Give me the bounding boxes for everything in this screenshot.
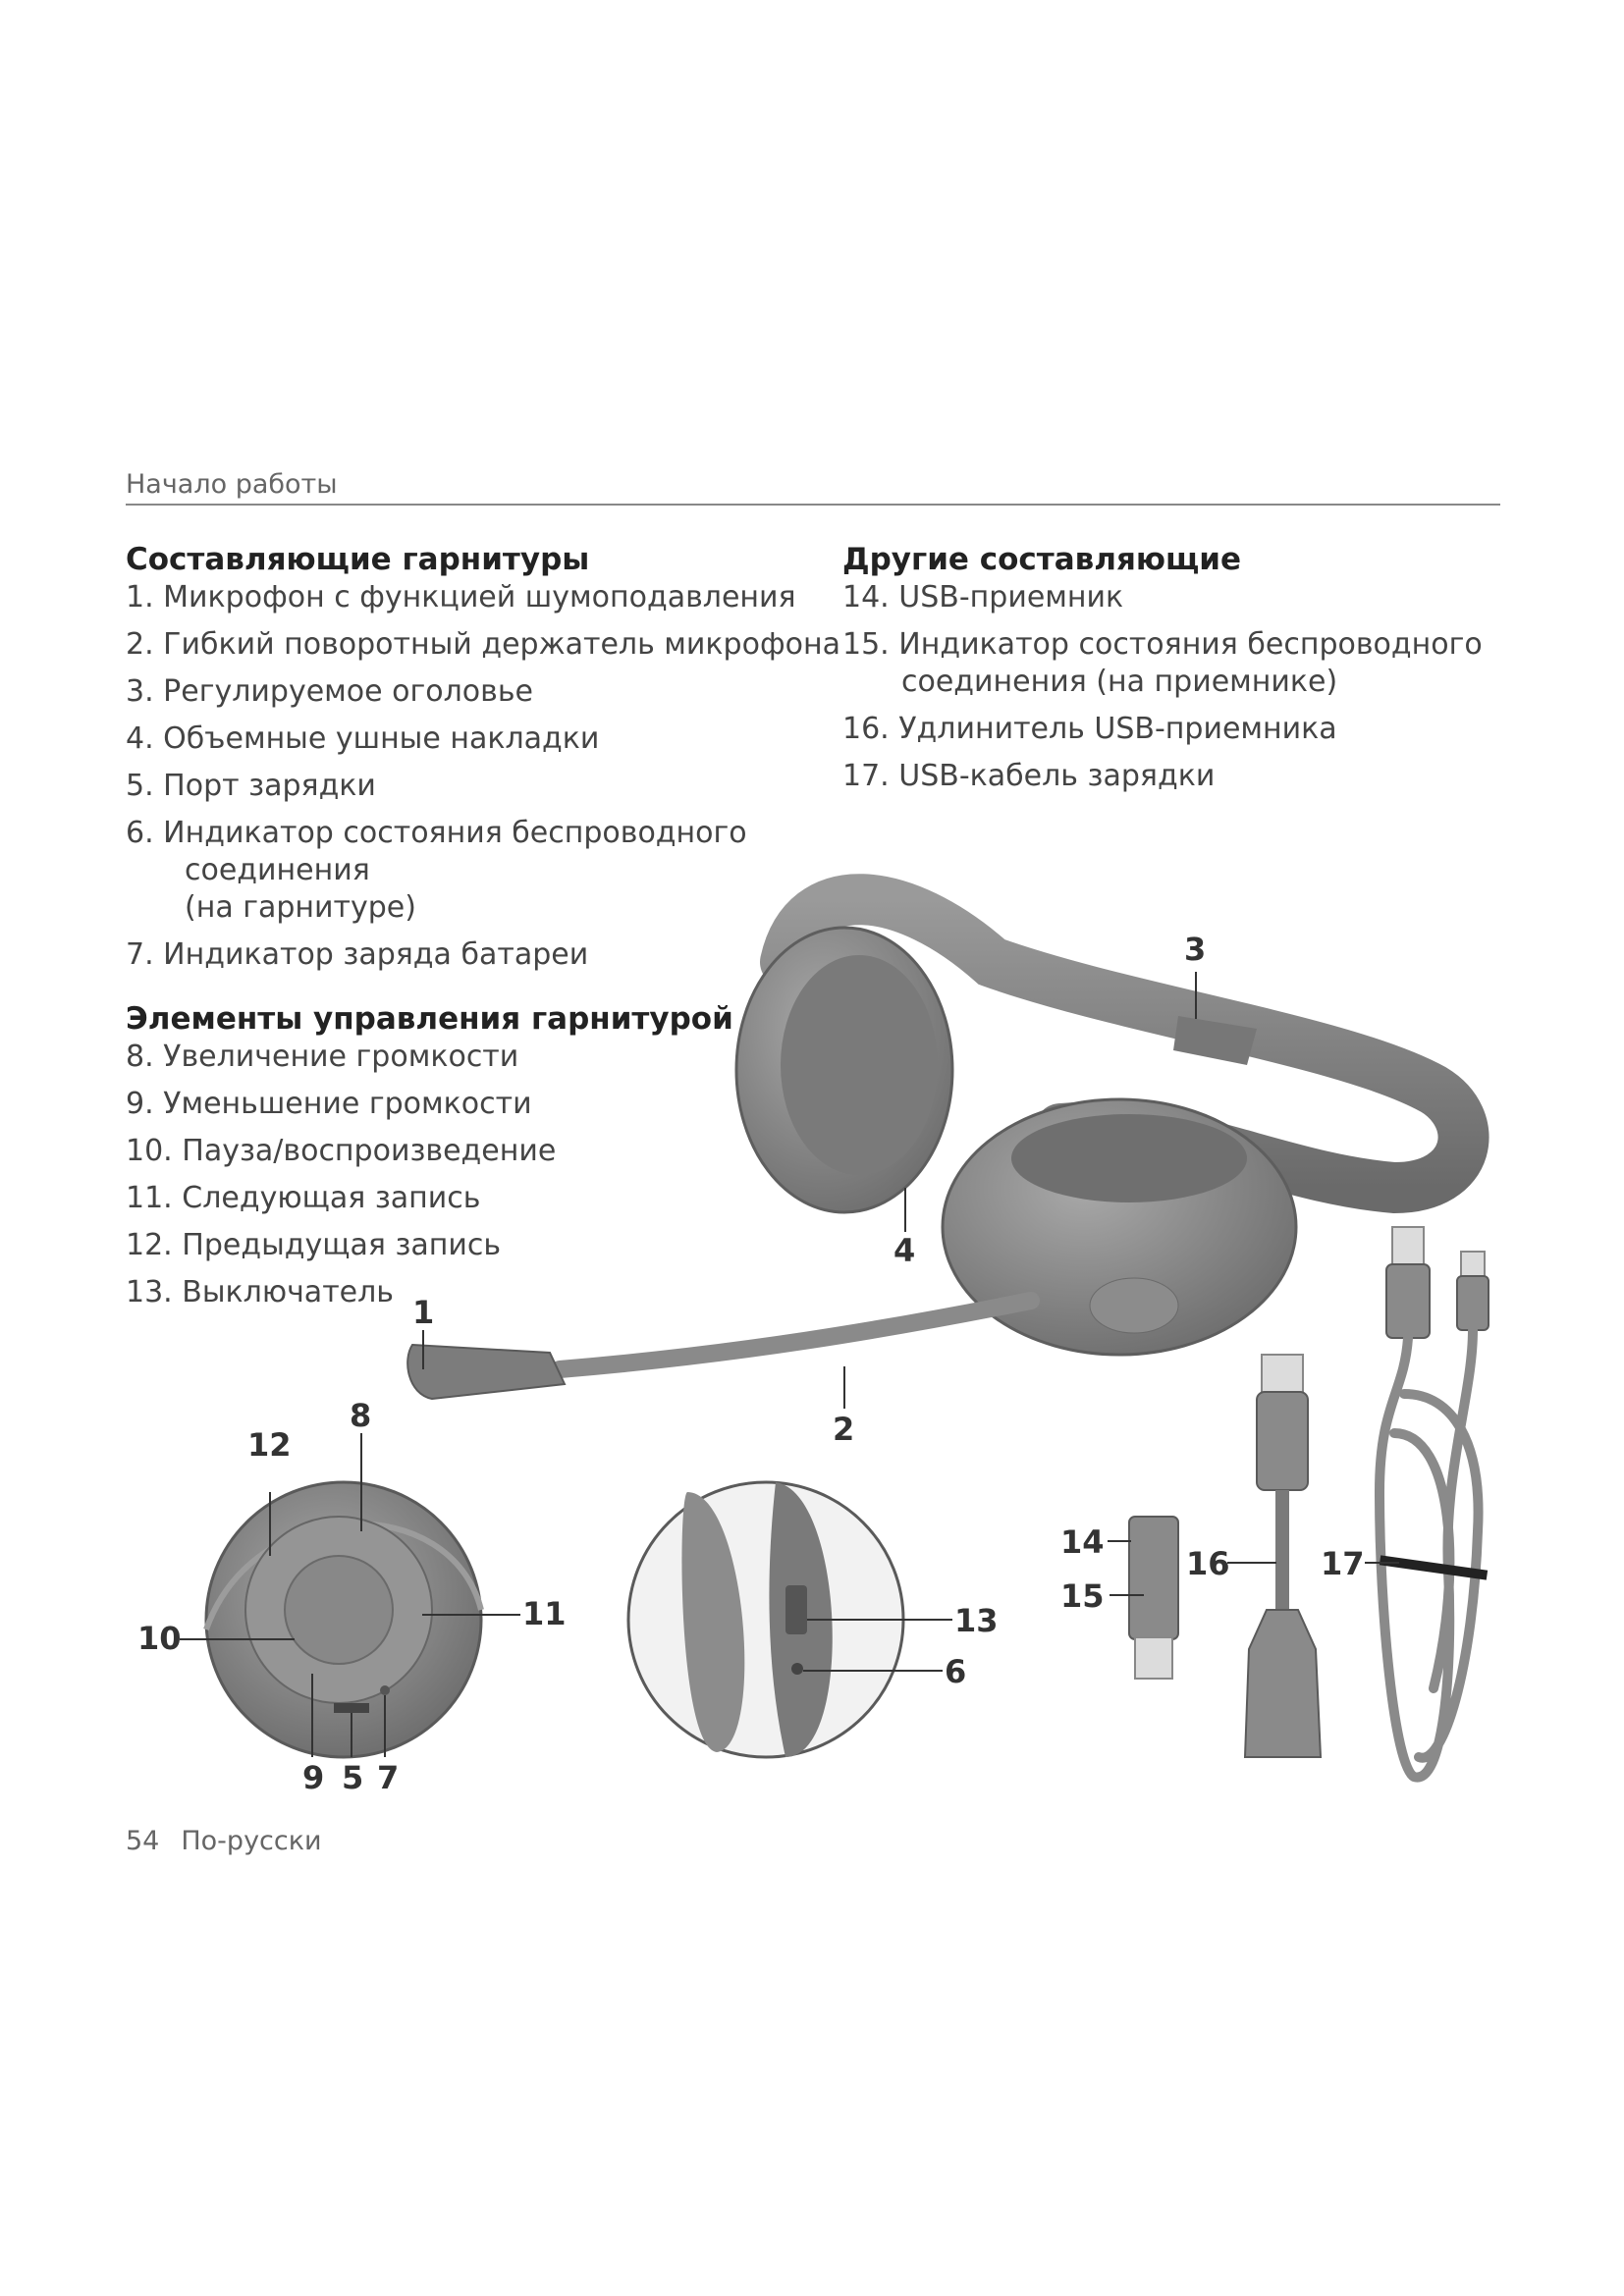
headset-components-title: Составляющие гарнитуры [126,542,590,577]
item-number: 11. [126,1181,173,1215]
charging-cable-plug [1392,1227,1424,1266]
item-text: Пауза/воспроизведение [182,1134,557,1168]
item-number: 17. [842,759,890,793]
item-text: Порт зарядки [163,769,376,803]
charging-cable-coil [1380,1330,1479,1778]
callout-2: 2 [833,1411,855,1448]
item-text: Удлинитель USB-приемника [898,712,1337,746]
item-number: 1. [126,580,154,614]
callout-7: 7 [377,1759,400,1796]
item-number: 6. [126,816,154,850]
battery-led [380,1685,390,1695]
callout-5: 5 [342,1759,364,1796]
callout-14: 14 [1060,1523,1105,1561]
callout-12: 12 [247,1426,292,1464]
item-text: Микрофон с функцией шумоподавления [163,580,796,614]
section-header: Начало работы [126,469,338,500]
item-text: Выключатель [182,1275,394,1309]
item-text: Индикатор состояния беспроводного [163,816,747,850]
callout-10: 10 [137,1620,182,1657]
item-number: 3. [126,674,154,709]
charging-port [334,1703,369,1713]
item-number: 10. [126,1134,173,1168]
callout-4: 4 [893,1232,916,1269]
callout-11: 11 [522,1595,567,1632]
microphone-tip [407,1345,565,1399]
item-number: 14. [842,580,890,614]
item-number: 12. [126,1228,173,1262]
item-text: USB-кабель зарядки [898,759,1216,793]
page-footer [126,1826,344,1856]
callout-6: 6 [945,1653,967,1690]
callout-1: 1 [412,1294,435,1331]
callout-3: 3 [1184,931,1207,968]
item-text: Следующая запись [182,1181,481,1215]
item-text: Гибкий поворотный держатель микрофона [163,627,840,662]
callout-16: 16 [1186,1545,1230,1582]
other-components-title: Другие составляющие [842,542,1242,577]
item-number: 4. [126,721,154,756]
item-number: 9. [126,1087,154,1121]
usb-receiver [1129,1517,1178,1639]
item-number: 7. [126,937,154,972]
item-text: Увеличение громкости [163,1040,519,1074]
logitech-logo-icon [1090,1278,1178,1333]
callout-17: 17 [1321,1545,1365,1582]
usb-extension-socket [1245,1610,1321,1757]
item-number: 15. [842,627,890,662]
ear-pad-front [1011,1114,1247,1202]
item-text: Предыдущая запись [182,1228,502,1262]
item-text: USB-приемник [898,580,1124,614]
item-text: Индикатор заряда батареи [163,937,589,972]
power-switch [785,1585,807,1634]
item-number: 16. [842,712,890,746]
item-number: 2. [126,627,154,662]
usb-extension-plug [1262,1355,1303,1394]
list-item-continuation: (на гарнитуре) [185,890,416,925]
item-text: Регулируемое оголовье [163,674,533,709]
headset-controls-title: Элементы управления гарнитурой [126,1001,733,1037]
callout-15: 15 [1060,1577,1105,1615]
mic-boom [560,1301,1031,1369]
footer-language: По-русски [181,1826,322,1856]
page-number: 54 [126,1826,160,1856]
list-item-continuation: соединения (на приемнике) [901,665,1338,699]
play-pause-button [285,1556,393,1664]
item-text: Объемные ушные накладки [163,721,600,756]
ear-pad-back [781,955,938,1175]
item-number: 5. [126,769,154,803]
item-number: 13. [126,1275,173,1309]
list-item-continuation: соединения [185,853,370,887]
item-text: Уменьшение громкости [163,1087,532,1121]
callout-13: 13 [954,1602,999,1639]
callout-8: 8 [350,1397,372,1434]
item-number: 8. [126,1040,154,1074]
item-text: Индикатор состояния беспроводного [898,627,1483,662]
wireless-led [791,1663,803,1675]
callout-9: 9 [302,1759,325,1796]
